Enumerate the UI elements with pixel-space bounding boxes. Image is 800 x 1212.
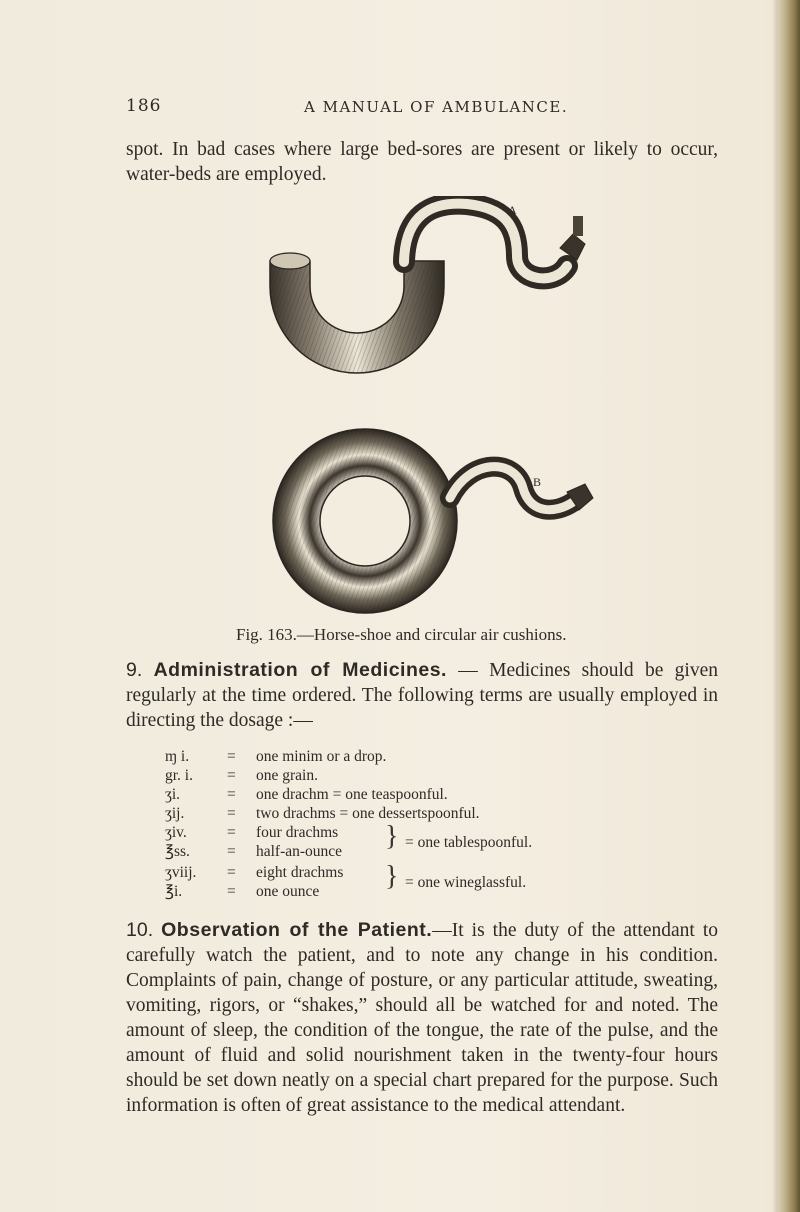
page-gutter-shadow xyxy=(772,0,778,1212)
brace-wineglass: } xyxy=(385,861,399,892)
dosage-table xyxy=(165,748,685,918)
page-number: 186 xyxy=(126,96,162,116)
section-10-text: —It is the duty of the attendant to carefully watch the patient, and to note any change in his condition. Complaints of pain, change of posture, or any particular attitude, sweating, vomiting, rigors, or “shakes,” should all be watched for and noted. The amount of sleep, the condition of the tongue, the rate of the pulse, and the amount of fluid and solid nourishment taken in the twenty-four hours should be set down neatly on a special chart prepared for the purpose. Such information is often of great assistance to the medical attendant. xyxy=(126,920,718,1116)
dosage-abbreviation: ʒi. xyxy=(165,786,181,803)
brace-tablespoon: } xyxy=(385,821,399,852)
figure-label-a: A xyxy=(508,203,517,217)
dosage-abbreviation: gr. i. xyxy=(165,767,193,784)
dosage-abbreviation: ℥ss. xyxy=(165,843,190,860)
dosage-definition: one minim or a drop. xyxy=(256,748,387,765)
dosage-equals: = xyxy=(227,748,236,765)
intro-paragraph: spot. In bad cases where large bed-sores are present or likely to occur, water-beds are employed. xyxy=(126,139,718,185)
section-10-number: 10. xyxy=(126,919,154,941)
dosage-definition: two drachms = one dessertspoonful. xyxy=(256,805,480,822)
running-head: A MANUAL OF AMBULANCE. xyxy=(304,98,569,116)
dosage-abbreviation: ʒviij. xyxy=(165,864,197,881)
dosage-abbreviation: ʒiv. xyxy=(165,824,187,841)
section-9-number: 9. xyxy=(126,659,143,681)
air-cushions-illustration xyxy=(255,196,600,616)
figure-caption: Fig. 163.—Horse-shoe and circular air cushions. xyxy=(236,625,567,644)
section-10-heading: Observation of the Patient. xyxy=(161,919,433,941)
dosage-equals: = xyxy=(227,786,236,803)
dosage-equals: = xyxy=(227,824,236,841)
section-9-paragraph xyxy=(126,658,718,733)
section-9-heading: Administration of Medicines. xyxy=(153,659,447,681)
dosage-definition: one drachm = one teaspoonful. xyxy=(256,786,448,803)
book-spine xyxy=(778,0,800,1212)
dosage-equals: = xyxy=(227,767,236,784)
dosage-definition: one ounce xyxy=(256,883,320,900)
dosage-abbreviation: ʒij. xyxy=(165,805,185,822)
dosage-equals: = xyxy=(227,864,236,881)
dosage-abbreviation: ɱ i. xyxy=(165,748,190,765)
dosage-equals: = xyxy=(227,883,236,900)
wineglassful-equivalent: = one wineglassful. xyxy=(405,874,527,891)
horseshoe-cushion-a xyxy=(270,204,585,373)
figure-label-b: B xyxy=(533,475,542,489)
tablespoonful-equivalent: = one tablespoonful. xyxy=(405,834,533,851)
dosage-equals: = xyxy=(227,805,236,822)
dosage-definition: half-an-ounce xyxy=(256,843,343,860)
section-9-text: — Medicines should be given regularly at the time ordered. The following terms are usually employed in directing the dosage :— xyxy=(126,660,719,731)
dosage-abbreviation: ℥i. xyxy=(165,883,183,900)
figure-air-cushions xyxy=(255,196,600,616)
dosage-definition: eight drachms xyxy=(256,864,344,881)
dosage-definition: four drachms xyxy=(256,824,339,841)
circular-cushion-b xyxy=(273,429,593,613)
dosage-equals: = xyxy=(227,843,236,860)
section-10-paragraph xyxy=(126,918,718,1118)
dosage-definition: one grain. xyxy=(256,767,318,784)
